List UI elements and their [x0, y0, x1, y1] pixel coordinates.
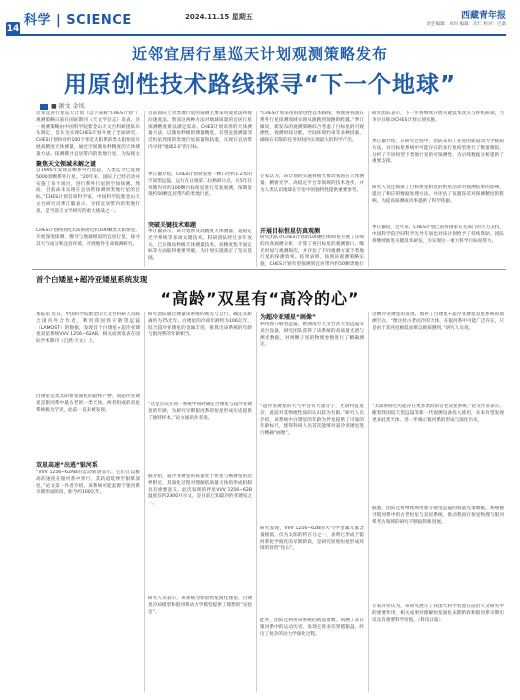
- column-rule: [256, 312, 257, 692]
- article2-title: “高龄”双星有“高冷的心”: [160, 289, 360, 308]
- article1-sub2: 突破关键技术难题: [148, 222, 197, 229]
- staff-credits: 责任编辑：卓玛 编辑：次仁 校对：巴桑: [426, 22, 506, 27]
- article2-col2-p4: 研究人员表示，该系统为检验恒星演化理论、白矮星冷却模型和银河系动力学模型提供了理想的“实验室”。: [148, 596, 252, 615]
- article2-col2-p2: “这是首次在同一系统中同时确定白矮星与超冷亚矮星的年龄，为研究早期银河系的恒星形成历史提供了独特样本。”论文通讯作者说。: [148, 402, 252, 421]
- article2-col4-p1: 这颗冷亚矮星的发现，填补了白矮星+超冷亚矮星双星系统的观测空白。“像这样古老而冷的天体，在银河系中可能广泛存在，只是由于其亮度极低而难以被探测到。”研究人员说。: [372, 312, 504, 331]
- page-number: 14: [6, 24, 20, 34]
- byline-text: ■ 据文 金凤: [51, 103, 85, 110]
- byline-marker-icon: [40, 104, 48, 110]
- article2-col3-p4: 此外，团队还利用该系统的轨道参数，回溯了其在银河系中的运动历史，发现它曾多次穿越银盘，经历了复杂的动力学演化过程。: [260, 618, 364, 637]
- article2-col3-p3: 研究发现，VVV 1256−62B的大气中金属元素含量极低，仅为太阳的约百分之一，表明它形成于银河系化学演化的早期阶段，是研究原始恒星形成环境的珍贵“化石”。: [260, 526, 364, 552]
- article1-col3-p2: 专家认为，该计划的实施将极大推动我国在天体测量、精密光学、高稳定平台等领域的技术进步，并为人类认识地球在宇宙中的独特性提供重要参考。: [260, 174, 364, 193]
- article1-kicker: 近邻宜居行星巡天计划观测策略发布: [131, 45, 388, 63]
- paper-name: 西藏青年报: [460, 11, 506, 21]
- section-title: 科学 | SCIENCE: [24, 13, 132, 28]
- column-rule: [368, 312, 369, 692]
- article2-col4-p3: 据悉，团队还将继续利用郭守敬望远镜的海量光谱数据，系统搜寻银河系中的古老恒星与双星系统，推动我国在恒星物理与银河系考古领域的研究不断取得新进展。: [372, 506, 504, 525]
- article2-col1-p1: 本报讯 近日，中国科学院紫金山天文台科研人员联合国内外合作者，利用我国郭守敬望远镜（LAMOST）的数据，发现首个白矮星+超冷亚矮星双星系统VVV 1256−62AB，相关成果发表在国际学术期刊《自然·天文》上。: [36, 312, 140, 345]
- article2-col3-p1: 利用郭守敬望远镜、欧洲南方天文台甚大望远镜等多台设备，研究团队获得了该系统的高质量光谱与测光数据，对两颗子星的物理参数进行了精确测定。: [260, 322, 364, 348]
- header-rule: [6, 34, 506, 36]
- article1-col4-p2: 季江徽介绍，在研究过程中，团队采用了先进的轨道动力学模拟方法，对目标星系统中可能存在的多行星构型进行了数值模拟，分析了不同构型下类地行星的可探测性，为后续数据分析提供了重要支撑。: [372, 139, 504, 165]
- article1-title: 用原创性技术路线探寻“下一个地球”: [63, 72, 457, 98]
- article1-col3-p3: 研究团队对CHES计划的100颗目标恒星开展了详细的仿真观测分析，计算了各目标星的观测窗口、曝光时间与观测频次，并评估了不同观测方案下类地行星的探测效率。结果表明，按照该观测策略实施，CHES计划有望探测到宜居带内约50颗类地行: [260, 235, 364, 267]
- article2-col2-p1: 研究团队通过测量该系统的视差与自行，确定其距离约为75光年。白矮星的冷却年龄约为106亿年，结合超冷亚矮星的金属丰度，推算出该系统的年龄与银河系的年龄相当。: [148, 312, 252, 338]
- article2-sub1: 双星高速“出逃”银河系: [36, 462, 98, 469]
- article-divider: [32, 269, 506, 270]
- article1-sub3: 开展目标恒星仿真观测: [260, 228, 321, 235]
- column-rule: [256, 111, 257, 267]
- article2-col4-p4: 专家评价认为，该研究展示了我国大科学装置在前沿天文研究中的重要作用，相关成果对理解恒星演化末期阶段和银河系早期历史具有重要科学价值。（科技日报）: [372, 604, 504, 623]
- article1-col4-p4: 季江徽说，近年来，CHES计划已获得国家有关部门的大力支持，中国科学院空间科学先导专项也对该计划给予了持续资助。团队将继续推进关键技术研发，为实现这一重大科学目标而努力。: [372, 225, 504, 244]
- article1-col4-p1: 研究团队表示，下一步将继续开展关键技术攻关与样机研制，力争早日推动CHES计划立项实施。: [372, 111, 504, 123]
- article2-col2-p3: 据介绍，超冷亚矮星的质量处于恒星与褐矮星的边界附近，其演化过程对理解低质量天体的形成机制具有重要意义。此次发现的伴星VVV 1256−62B温度仅约2300开尔文，是目前已知最冷的亚矮星之一。: [148, 474, 252, 507]
- column-rule: [368, 111, 369, 267]
- article1-byline: [40, 101, 84, 110]
- column-rule: [144, 312, 145, 692]
- article2-col1-p3: “VVV 1256−62AB的运动轨迹显示，它们正以极高的速度在银河系中穿行，其轨道延伸至银晕深处。”论文第一作者介绍，该系统可能起源于银河系早期形成阶段，距今约100亿年。: [36, 470, 140, 496]
- article2-kicker: 首个白矮星+超冷亚矮星系统发现: [36, 275, 148, 284]
- article1-col1-p2: 自1995年发现首颗系外行星起，人类迄今已发现5000余颗系外行星。“20年来，国际上已经启动并实施了多个项目，进行系外行星的空间探测。然而，目前尚未实现在宜居带探测到类地行星的目标。”CHES计划首席科学家、中国科学院紫金山天文台研究员季江徽表示，寻找宜居带内的类地行星，是当前天文学研究的重大挑战之一。: [36, 168, 140, 214]
- article2-col3-p2: “超冷亚矮星的大气中含有大量分子，光谱特征复杂，此前对其物理性质的认识较为有限。”研究人员介绍，该系统中白矮星的年龄为伴星提供了可靠的年龄标尺，使得科研人员首次能够对超冷亚矮星进行精确“画像”。: [260, 404, 364, 437]
- article1-col2-p2: 季江徽介绍，CHES计划将发射一颗口径约1.2米的空间望远镜，运行在日地第二拉格朗日点，在5年任务期内对约100颗目标恒星进行反复观测，预期发现约50颗宜居带内的类地行星。: [148, 172, 252, 198]
- page-header: [0, 0, 520, 36]
- article1-col2-p3: 季江徽表示，该计划涉及高精度天体测量、超稳定光学系统等多项关键技术。科研团队经过多年攻关，已在微角秒级天体测量技术、高精度焦平面定标等方面取得重要突破，为计划实施奠定了坚实基础。: [148, 229, 252, 262]
- article2-sub2: 为超冷亚矮星“画像”: [260, 314, 316, 321]
- article2-col4-p2: “太阳系附近可能存在更多类似的古老双星系统。”论文作者表示，随着我国巡天望远镜等新一代观测设备投入使用，未来有望发现更多此类天体，进一步揭示银河系的形成与演化历史。: [372, 404, 504, 423]
- article1-sub1: 聚焦天文领域未解之谜: [36, 161, 97, 168]
- article1-col4-p3: 研究人员还模拟了目标恒星附近的恒星活动对观测结果的影响，提出了相应的数据处理方法，并评估了仪器误差对探测精度的影响，为提高探测成功率提供了科学依据。: [372, 185, 504, 204]
- article1-col1-p1: 近邻宜居行星巡天计划（以下简称“CHES计划”）观测策略日前在国际期刊《天文学杂志》发表。这一观测策略由中国科学院紫金山天文台科研团队牵头制定，旨在为实现CHES计划开展了全面研究。CHES计划将对约100个邻近太阳系的类太阳恒星开展高精度天体测量，通过空间微角秒精度的天体测量方法，探测搜寻宜居带内的类地行星，为发现太: [36, 111, 140, 157]
- article1-col3-p1: “CHES计划采用的原创性技术路线，将使得我国在系外行星探测领域实现从跟跑到领跑的跨越。”季江徽说，新发布的观测策略综合考虑了目标星的可观测性、观测时间分配、空间环境约束等多种因素，确保在有限的任务时间内实现最大的科学产出。: [260, 111, 364, 144]
- column-rule: [144, 111, 145, 267]
- article1-col2-p1: 目前国际上对类地行星的探测主要采用凌星法和视向速度法。然而这两种方法对地球质量的宜居行星探测精度难以满足需求。CHES计划采用的天体测量方法，以微角秒级的测量精度，有望直接测量邻近恒星周围的类地行星质量和轨道，实现在宜居带内寻找“地球2.0”的目标。: [148, 111, 252, 150]
- issue-date: 2024.11.15 星期五: [185, 13, 253, 21]
- article2-col1-p2: 白矮星是类太阳恒星演化的最终产物，而超冷亚矮星是银河系中最古老的一类天体。两者组成的双星系统极为罕见，此前一直未被发现。: [36, 394, 140, 413]
- article1-col1-p3: CHES计划将围绕太阳系附近约100颗类太阳恒星，开展深度探测，搜寻与地球相似的宜居行星，探寻其大气成分和宜居环境，开展地外生命探测研究。: [36, 228, 140, 247]
